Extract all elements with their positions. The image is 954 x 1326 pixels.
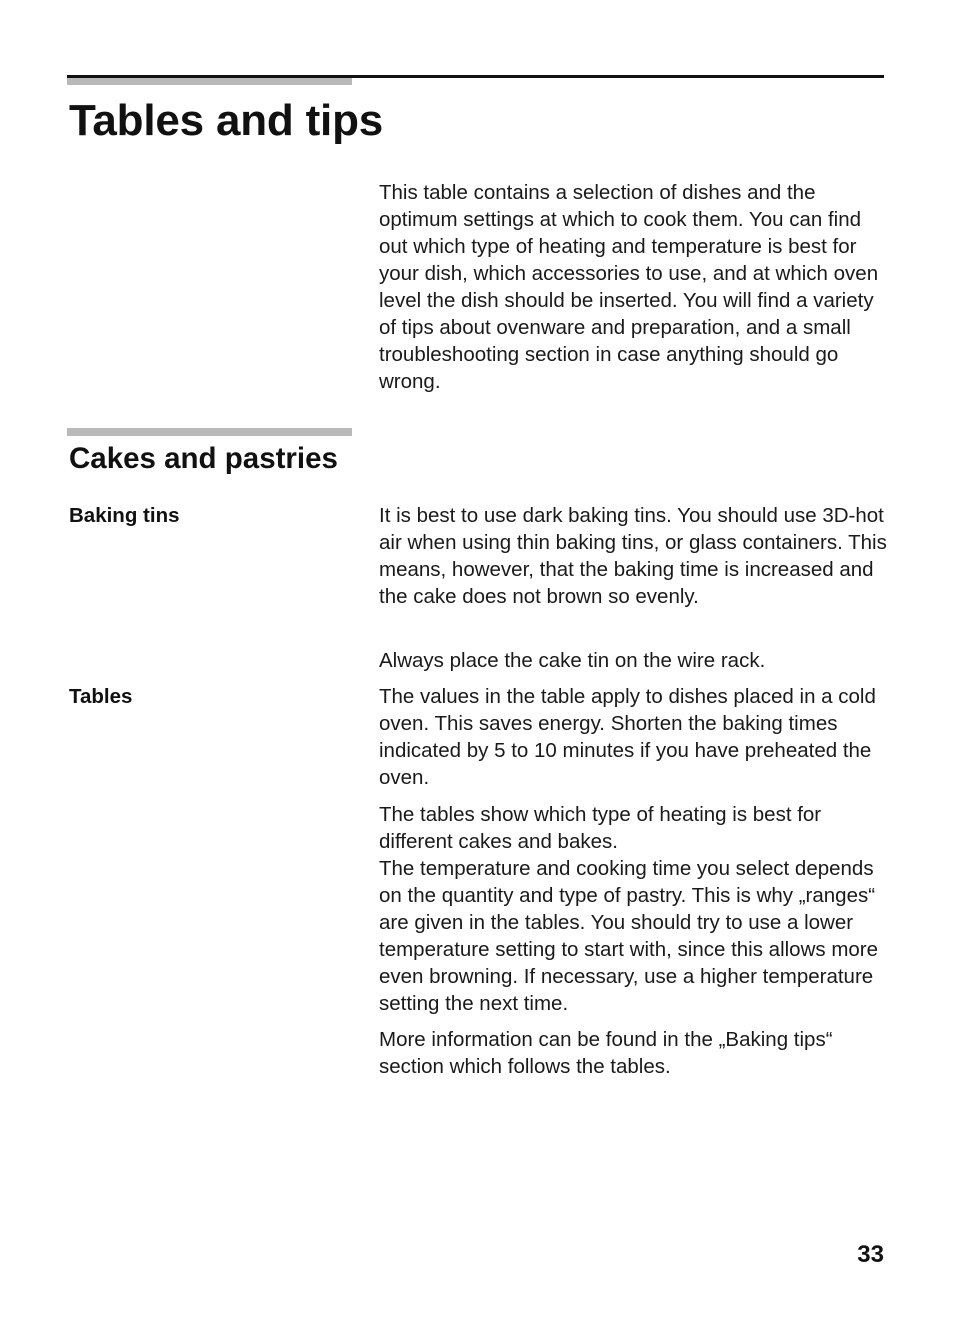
tables-paragraph-2b: The temperature and cooking time you select depends on the quantity and type of pastry. This is why „ranges“ are given in the tables. You should try to use a lower temperature setting to start with, since this allows more even browning. If necessary, use a higher temperature setting the next time. (379, 857, 879, 1015)
page-number: 33 (857, 1241, 884, 1268)
section-grey-rule (67, 428, 352, 436)
intro-paragraph: This table contains a selection of dishes and the optimum settings at which to cook them. You can find out which type of heating and temperature is best for your dish, which accessories to use, and at which oven level the dish should be inserted. You will find a variety of tips about ovenware and preparation, and a small troubleshooting section in case anything should go wrong. (379, 181, 879, 393)
tables-paragraph-3: More information can be found in the „Baking tips“ section which follows the tables. (379, 1028, 833, 1078)
page-title: Tables and tips (69, 96, 384, 145)
tables-label: Tables (69, 685, 133, 708)
baking-tins-paragraph-2: Always place the cake tin on the wire rack. (379, 649, 766, 672)
baking-tins-paragraph-1: It is best to use dark baking tins. You should use 3D-hot air when using thin baking tins, or glass containers. This means, however, that the baking time is increased and the cake does not brown so evenly. (379, 504, 887, 608)
header-black-rule (67, 75, 884, 78)
tables-paragraph-2a: The tables show which type of heating is best for different cakes and bakes. (379, 803, 822, 853)
header-grey-rule (67, 78, 352, 85)
tables-paragraph-1: The values in the table apply to dishes placed in a cold oven. This saves energy. Shorten the baking times indicated by 5 to 10 minutes if you have preheated the oven. (379, 685, 876, 789)
baking-tins-label: Baking tins (69, 504, 180, 527)
section-title: Cakes and pastries (69, 442, 338, 475)
